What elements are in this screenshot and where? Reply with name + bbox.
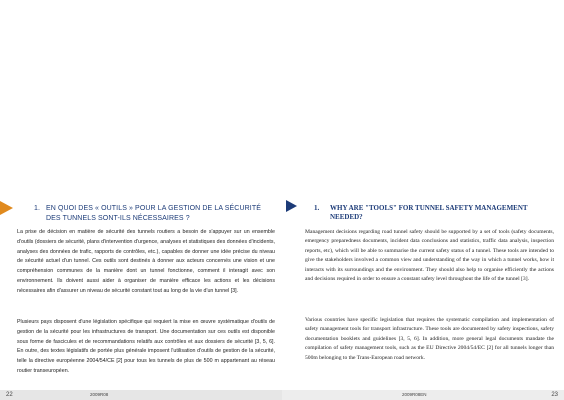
section-title: WHY ARE "TOOLS" FOR TUNNEL SAFETY MANAGEMENT NEEDED? [330, 204, 528, 221]
section-number: 1. [34, 205, 41, 212]
body-paragraph: Various countries have specific legislation that requires the systematic compilation and implementation of safety management tools for transport infrastructure. These tools are documented by safety inspections, safety documentation booklets and guidelines [3, 5, 6]. In addition, more general legal documents mandate the compilation of safety management tools, such as the EU Directive 2004/54/EC [2] for all tunnels longer than 500m belonging to the Trans-European road network. [305, 317, 554, 361]
section-title: EN QUOI DES « OUTILS » POUR LA GESTION DE LA SÉCURITÉ DES TUNNELS SONT-ILS NÉCESSAIRES ? [46, 205, 261, 222]
page-number: 23 [551, 392, 558, 398]
section-arrow-icon [0, 201, 13, 215]
page-number: 22 [6, 392, 13, 398]
footer-reference: 2009R08EN [402, 392, 427, 397]
right-page-english [282, 0, 564, 400]
section-arrow-icon [286, 200, 297, 212]
footer-reference: 2009R08 [90, 392, 109, 397]
section-number: 1. [314, 204, 320, 212]
body-paragraph: La prise de décision en matière de sécurité des tunnels routiers a besoin de s'appuyer sur un ensemble d'outils (dossiers de sécurité, plans d'intervention d'urgence, analyses et statistiques des données d'incidents, analyses des données de trafic, rapports de contrôles, etc.), capables de donner une idée précise du niveau de sécurité actuel d'un tunnel. Ces outils sont destinés à donner aux acteurs concernés une vision et une compréhension communes de la manière dont un tunnel fonctionne, comment il interagit avec son environnement. Ils doivent aussi aider à organiser de manière efficace les actions et les décisions nécessaires afin d'assurer un niveau de sécurité constant tout au long de la vie d'un tunnel [3]. [17, 229, 275, 294]
body-paragraph: Plusieurs pays disposent d'une législation spécifique qui requiert la mise en œuvre systématique d'outils de gestion de la sécurité pour les infrastructures de transport. Une documentation sur ces outils est disponible sous forme de fascicules et de recommandations relatifs aux contrôles et aux dossiers de sécurité [3, 5, 6]. En outre, des textes législatifs de portée plus générale imposent l'utilisation d'outils de gestion de la sécurité, telle la directive européenne 2004/54/CE [2] pour tous les tunnels de plus de 500 m appartenant au réseau routier transeuropéen. [17, 319, 275, 374]
body-paragraph: Management decisions regarding road tunnel safety should be supported by a set of tools (safety documents, emergency preparedness documents, incident data conclusions and statistics, traffic data analysis, inspection reports, etc), which will be able to summarise the current safety status of a tunnel. These tools are intended to give the stakeholders involved a common view and understanding of the way in which a tunnel works, how it interacts with its surroundings and the environment. They should also help to organise efficiently the actions and decisions required in order to ensure a constant safety level throughout the life of the tunnel [3]. [305, 229, 554, 283]
footer-bar [0, 390, 282, 400]
